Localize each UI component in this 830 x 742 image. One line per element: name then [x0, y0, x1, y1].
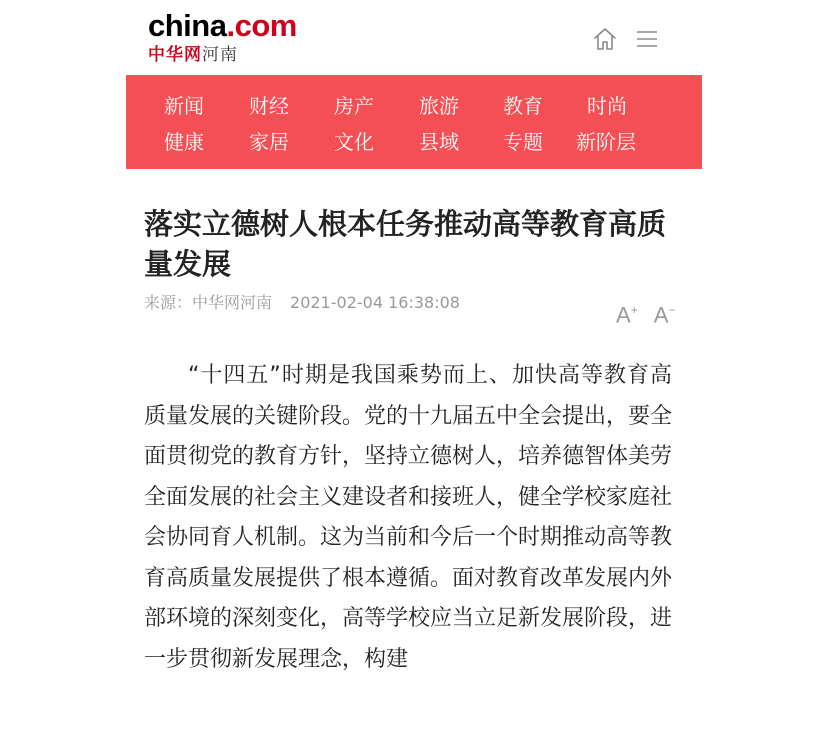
nav-item-travel[interactable]: 旅游 — [419, 94, 459, 118]
article-meta — [144, 292, 460, 314]
logo-brand-main: china — [148, 8, 227, 43]
site-logo[interactable] — [148, 10, 297, 65]
nav-item-fashion[interactable]: 时尚 — [587, 94, 627, 118]
article-title: 落实立德树人根本任务推动高等教育高质量发展 — [144, 207, 667, 281]
font-increase-button[interactable] — [616, 298, 638, 327]
font-decrease-glyph: A — [653, 302, 669, 328]
nav-item-county[interactable]: 县域 — [419, 130, 459, 154]
header-icons — [592, 26, 660, 52]
nav-item-news[interactable]: 新闻 — [164, 94, 204, 118]
nav-item-special[interactable]: 专题 — [503, 130, 543, 154]
article-source: 来源：中华网河南 — [144, 293, 273, 312]
logo-brand-com: com — [234, 8, 297, 43]
logo-subtitle — [148, 45, 297, 65]
logo-brand-dot: . — [226, 8, 235, 43]
menu-icon[interactable] — [634, 26, 660, 52]
home-icon[interactable] — [592, 26, 618, 52]
logo-sub-red: 中华网 — [148, 45, 202, 65]
logo-wordmark — [148, 10, 297, 42]
font-decrease-mark: − — [668, 303, 676, 317]
nav-item-health[interactable]: 健康 — [164, 130, 204, 154]
article-body-paragraph: “十四五”时期是我国乘势而上、加快高等教育高质量发展的关键阶段。党的十九届五中全会提出，要全面贯彻党的教育方针，坚持立德树人，培养德智体美劳全面发展的社会主义建设者和接班人，健全学校家庭社会协同育人机制。这为当前和今后一个时期推动高等教育高质量发展提供了根本遵循。面对教育改革发展内外部环境的深刻变化，高等学校应当立足新发展阶段，进一步贯彻新发展理念，构建 — [144, 363, 673, 672]
nav-item-realestate[interactable]: 房产 — [334, 94, 374, 118]
font-increase-glyph: A — [616, 302, 631, 328]
channel-nav — [126, 75, 702, 169]
logo-sub-dark: 河南 — [202, 45, 238, 65]
nav-item-new-class[interactable]: 新阶层 — [576, 130, 636, 154]
font-increase-mark: + — [630, 303, 638, 317]
font-decrease-button[interactable] — [654, 298, 676, 327]
nav-item-home[interactable]: 家居 — [249, 130, 289, 154]
nav-item-culture[interactable]: 文化 — [334, 130, 374, 154]
nav-item-education[interactable]: 教育 — [503, 94, 543, 118]
site-header — [126, 0, 702, 75]
nav-item-finance[interactable]: 财经 — [249, 94, 289, 118]
article-datetime: 2021-02-04 16:38:08 — [290, 293, 460, 312]
font-size-controls — [616, 298, 675, 327]
